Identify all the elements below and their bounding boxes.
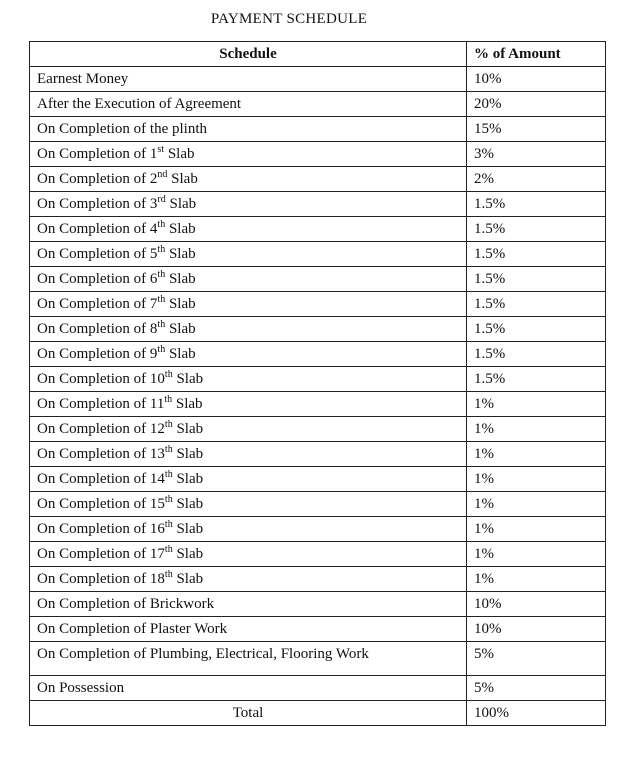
header-amount: % of Amount — [467, 42, 606, 67]
table-row — [30, 442, 606, 467]
table-row — [30, 392, 606, 417]
amount-cell: 1% — [467, 517, 606, 542]
amount-cell: 1.5% — [467, 192, 606, 217]
payment-schedule-table — [29, 41, 606, 726]
table-row — [30, 642, 606, 676]
schedule-cell: On Completion of Brickwork — [30, 592, 467, 617]
schedule-cell: On Completion of 16th Slab — [30, 517, 467, 542]
table-row — [30, 592, 606, 617]
schedule-cell: On Completion of 5th Slab — [30, 242, 467, 267]
table-row — [30, 217, 606, 242]
amount-cell: 1.5% — [467, 317, 606, 342]
amount-cell: 1.5% — [467, 267, 606, 292]
table-row — [30, 676, 606, 701]
amount-cell: 15% — [467, 117, 606, 142]
table-row — [30, 467, 606, 492]
schedule-cell: On Completion of 1st Slab — [30, 142, 467, 167]
schedule-cell: On Completion of 10th Slab — [30, 367, 467, 392]
table-row — [30, 542, 606, 567]
amount-cell: 5% — [467, 676, 606, 701]
amount-cell: 1% — [467, 467, 606, 492]
schedule-cell: On Completion of 9th Slab — [30, 342, 467, 367]
amount-cell: 1.5% — [467, 292, 606, 317]
amount-cell: 3% — [467, 142, 606, 167]
schedule-cell: On Completion of 7th Slab — [30, 292, 467, 317]
schedule-cell: On Completion of 2nd Slab — [30, 167, 467, 192]
table-row — [30, 242, 606, 267]
amount-cell: 10% — [467, 592, 606, 617]
schedule-cell: On Completion of Plaster Work — [30, 617, 467, 642]
table-row — [30, 567, 606, 592]
amount-cell: 1% — [467, 492, 606, 517]
table-row — [30, 267, 606, 292]
schedule-cell: On Possession — [30, 676, 467, 701]
table-row — [30, 317, 606, 342]
amount-cell: 1% — [467, 542, 606, 567]
schedule-cell: On Completion of 6th Slab — [30, 267, 467, 292]
total-amount: 100% — [467, 701, 606, 726]
schedule-cell: On Completion of 13th Slab — [30, 442, 467, 467]
schedule-cell: On Completion of 17th Slab — [30, 542, 467, 567]
amount-cell: 1% — [467, 392, 606, 417]
amount-cell: 1.5% — [467, 217, 606, 242]
header-schedule: Schedule — [30, 42, 467, 67]
schedule-cell: On Completion of Plumbing, Electrical, Flooring Work — [30, 642, 467, 676]
schedule-cell: On Completion of 12th Slab — [30, 417, 467, 442]
schedule-cell: On Completion of 3rd Slab — [30, 192, 467, 217]
schedule-cell: On Completion of 4th Slab — [30, 217, 467, 242]
amount-cell: 1% — [467, 442, 606, 467]
table-row — [30, 92, 606, 117]
schedule-cell: On Completion of 15th Slab — [30, 492, 467, 517]
amount-cell: 1% — [467, 567, 606, 592]
table-row — [30, 142, 606, 167]
header-row — [30, 42, 606, 67]
amount-cell: 1.5% — [467, 342, 606, 367]
amount-cell: 20% — [467, 92, 606, 117]
schedule-cell: On Completion of 18th Slab — [30, 567, 467, 592]
schedule-cell: On Completion of 14th Slab — [30, 467, 467, 492]
table-row — [30, 292, 606, 317]
table-row — [30, 617, 606, 642]
schedule-cell: On Completion of the plinth — [30, 117, 467, 142]
amount-cell: 5% — [467, 642, 606, 676]
table-row — [30, 167, 606, 192]
document-title: PAYMENT SCHEDULE — [210, 11, 368, 27]
table-row — [30, 417, 606, 442]
table-row — [30, 517, 606, 542]
schedule-cell: On Completion of 8th Slab — [30, 317, 467, 342]
table-row — [30, 367, 606, 392]
amount-cell: 1.5% — [467, 242, 606, 267]
table-row — [30, 492, 606, 517]
schedule-cell: Earnest Money — [30, 67, 467, 92]
table-row — [30, 117, 606, 142]
schedule-cell: After the Execution of Agreement — [30, 92, 467, 117]
schedule-cell: On Completion of 11th Slab — [30, 392, 467, 417]
amount-cell: 1.5% — [467, 367, 606, 392]
amount-cell: 10% — [467, 67, 606, 92]
table-row — [30, 192, 606, 217]
amount-cell: 10% — [467, 617, 606, 642]
table-row — [30, 342, 606, 367]
table-row — [30, 67, 606, 92]
amount-cell: 1% — [467, 417, 606, 442]
total-label: Total — [30, 701, 467, 726]
total-row — [30, 701, 606, 726]
amount-cell: 2% — [467, 167, 606, 192]
